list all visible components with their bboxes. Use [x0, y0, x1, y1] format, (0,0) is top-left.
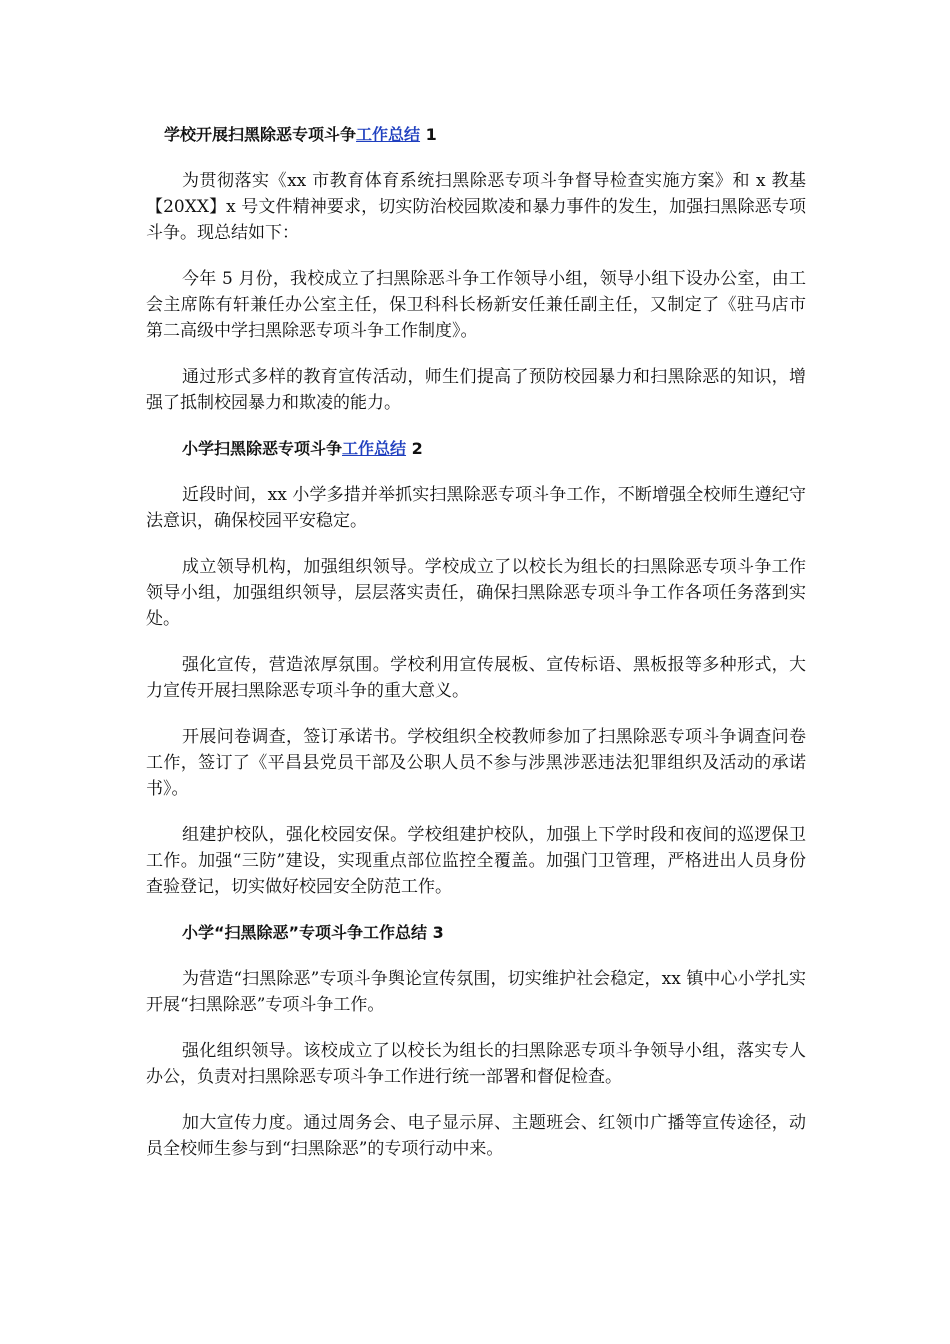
document-page	[146, 122, 806, 1182]
section-1-heading-link[interactable]: 工作总结	[356, 125, 421, 144]
section-2-heading-link[interactable]: 工作总结	[342, 439, 407, 458]
section-1-paragraph-2: 今年 5 月份，我校成立了扫黑除恶斗争工作领导小组，领导小组下设办公室，由工会主席陈有轩兼任办公室主任，保卫科科长杨新安任兼任副主任，又制定了《驻马店市第二高级中学扫黑除恶专项斗争工作制度》。	[146, 269, 806, 341]
section-1-paragraph-1: 为贯彻落实《xx 市教育体育系统扫黑除恶专项斗争督导检查实施方案》和 x 教基【20XX】x 号文件精神要求，切实防治校园欺凌和暴力事件的发生，加强扫黑除恶专项斗争。现总结如下：	[146, 171, 806, 243]
section-3-paragraph-1: 为营造“扫黑除恶”专项斗争舆论宣传氛围，切实维护社会稳定，xx 镇中心小学扎实开展“扫黑除恶”专项斗争工作。	[146, 969, 806, 1015]
section-2-paragraph-1: 近段时间，xx 小学多措并举抓实扫黑除恶专项斗争工作，不断增强全校师生遵纪守法意识，确保校园平安稳定。	[146, 485, 806, 531]
section-2-paragraph-3: 强化宣传，营造浓厚氛围。学校利用宣传展板、宣传标语、黑板报等多种形式，大力宣传开展扫黑除恶专项斗争的重大意义。	[146, 655, 806, 701]
section-2-paragraph-4: 开展问卷调查，签订承诺书。学校组织全校教师参加了扫黑除恶专项斗争调查问卷工作，签订了《平昌县党员干部及公职人员不参与涉黑涉恶违法犯罪组织及活动的承诺书》。	[146, 727, 806, 799]
section-2-heading-number: 2	[406, 439, 423, 458]
section-3-paragraph-3: 加大宣传力度。通过周务会、电子显示屏、主题班会、红领巾广播等宣传途径，动员全校师生参与到“扫黑除恶”的专项行动中来。	[146, 1113, 806, 1159]
section-2-heading-text: 小学扫黑除恶专项斗争	[182, 439, 343, 458]
section-1-heading-text: 学校开展扫黑除恶专项斗争	[164, 125, 357, 144]
section-1-heading	[146, 122, 806, 148]
section-1-heading-number: 1	[420, 125, 437, 144]
section-3-heading: 小学“扫黑除恶”专项斗争工作总结 3	[182, 923, 444, 942]
section-2-heading	[146, 436, 806, 462]
section-1-paragraph-3: 通过形式多样的教育宣传活动，师生们提高了预防校园暴力和扫黑除恶的知识，增强了抵制校园暴力和欺凌的能力。	[146, 367, 806, 413]
section-2-paragraph-2: 成立领导机构，加强组织领导。学校成立了以校长为组长的扫黑除恶专项斗争工作领导小组，加强组织领导，层层落实责任，确保扫黑除恶专项斗争工作各项任务落到实处。	[146, 557, 806, 629]
section-3-paragraph-2: 强化组织领导。该校成立了以校长为组长的扫黑除恶专项斗争领导小组，落实专人办公，负责对扫黑除恶专项斗争工作进行统一部署和督促检查。	[146, 1041, 806, 1087]
section-2-paragraph-5: 组建护校队，强化校园安保。学校组建护校队，加强上下学时段和夜间的巡逻保卫工作。加强“三防”建设，实现重点部位监控全覆盖。加强门卫管理，严格进出人员身份查验登记，切实做好校园安全防范工作。	[146, 825, 806, 897]
